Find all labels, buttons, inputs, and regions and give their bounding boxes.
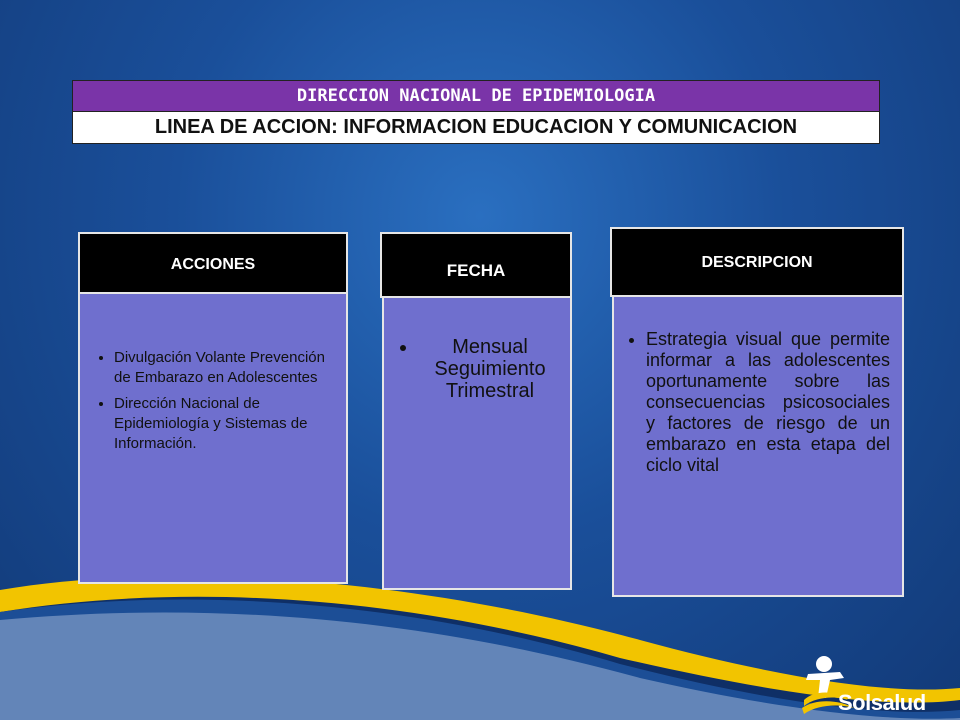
acciones-item: • Divulgación Volante Prevención de Embarazo en Adolescentes xyxy=(114,348,332,388)
fecha-panel-body xyxy=(382,294,572,590)
descripcion-list xyxy=(620,329,890,476)
fecha-list xyxy=(388,336,562,402)
fecha-panel-header: FECHA xyxy=(380,232,572,298)
fecha-item: • Mensual Seguimiento Trimestral xyxy=(418,336,562,402)
title-table xyxy=(72,80,880,144)
logo-text: Solsalud xyxy=(838,690,926,715)
solsalud-logo xyxy=(800,650,960,720)
acciones-item: • Dirección Nacional de Epidemiología y Sistemas de Información. xyxy=(114,394,332,454)
page-title: DIRECCION NACIONAL DE EPIDEMIOLOGIA xyxy=(73,81,879,112)
page-subtitle: LINEA DE ACCION: INFORMACION EDUCACION Y COMUNICACION xyxy=(73,112,879,143)
descripcion-item: • Estrategia visual que permite informar a las adolescentes oportunamente sobre las consecuencias psicosociales y factores de riesgo de un embarazo en esta etapa del ciclo vital xyxy=(646,329,890,476)
acciones-list xyxy=(88,348,332,454)
descripcion-panel-header: DESCRIPCION xyxy=(610,227,904,297)
descripcion-panel-body xyxy=(612,293,904,597)
acciones-panel-header: ACCIONES xyxy=(78,232,348,294)
acciones-panel-body xyxy=(78,288,348,584)
